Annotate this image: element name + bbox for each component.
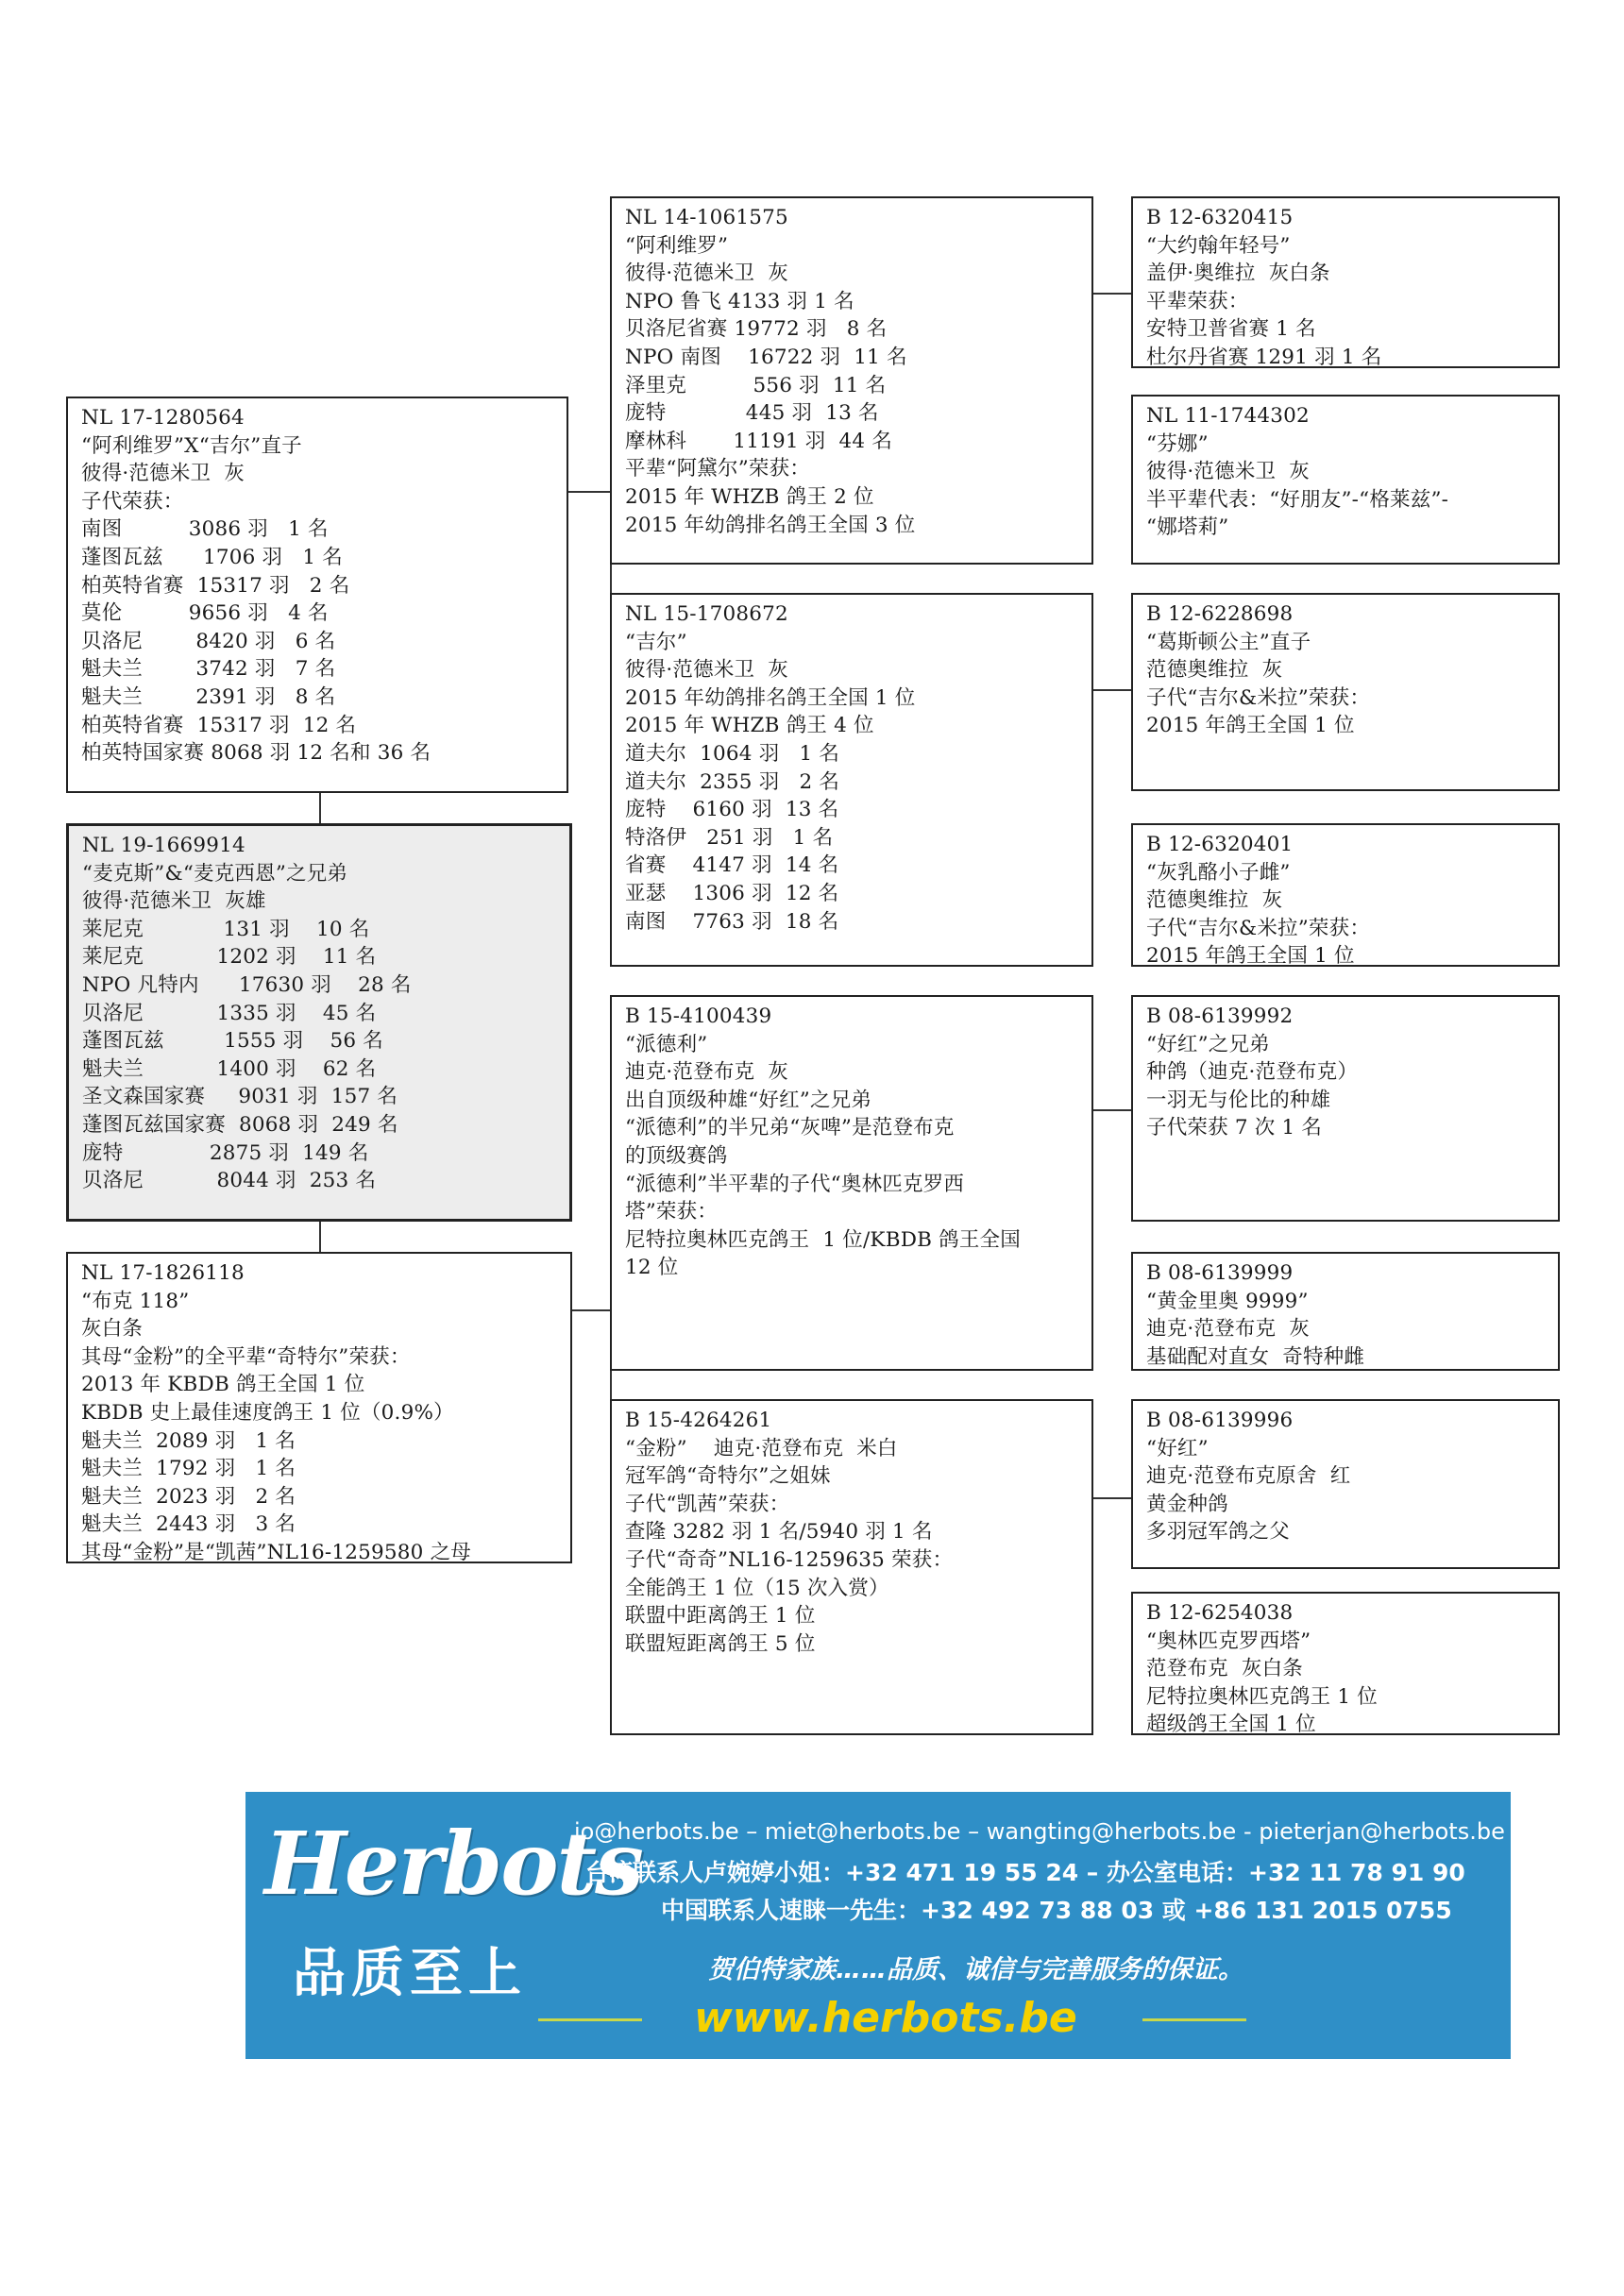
- pedigree-line: 柏英特省赛 15317 羽 12 名: [81, 713, 357, 737]
- banner-contact-china: 中国联系人速睐一先生：+32 492 73 88 03 或 +86 131 2015 0755: [661, 1897, 1452, 1924]
- pedigree-line: 多羽冠军鸽之父: [1146, 1520, 1290, 1545]
- pedigree-line: 亚瑟 1306 羽 12 名: [625, 881, 839, 905]
- pedigree-box-sire-sire: [610, 196, 1093, 565]
- connector: [1091, 1497, 1133, 1499]
- pedigree-box-ddd: [1131, 1592, 1560, 1735]
- ring-number: B 12-6320415: [1146, 206, 1294, 229]
- pedigree-box-dam-sire: [610, 995, 1093, 1371]
- pedigree-line: NPO 凡特内 17630 羽 28 名: [82, 972, 412, 997]
- decorative-line-right: [1142, 2018, 1246, 2021]
- ring-number: NL 17-1280564: [81, 406, 245, 430]
- pedigree-line: 的顶级赛鸽: [625, 1143, 728, 1168]
- pedigree-line: 其母“金粉”是“凯茜”NL16-1259580 之母: [81, 1540, 471, 1563]
- pedigree-line: 省赛 4147 羽 14 名: [625, 853, 839, 878]
- pedigree-line: 2015 年鸽王全国 1 位: [1146, 944, 1355, 967]
- banner-slogan: 品质至上: [293, 1943, 527, 2004]
- pedigree-line: 尼特拉奥林匹克鸽王 1 位: [1146, 1684, 1378, 1709]
- pedigree-line: 查隆 3282 羽 1 名/5940 羽 1 名: [625, 1520, 933, 1545]
- pedigree-line: 泽里克 556 羽 11 名: [625, 373, 887, 397]
- pedigree-line: 庞特 6160 羽 13 名: [625, 798, 839, 822]
- pedigree-line: 莫伦 9656 羽 4 名: [81, 601, 329, 626]
- pedigree-box-subject: [66, 823, 572, 1222]
- pedigree-line: 特洛伊 251 羽 1 名: [625, 825, 834, 850]
- pedigree-box-sire: [66, 397, 568, 793]
- ring-number: NL 17-1826118: [81, 1261, 245, 1285]
- decorative-line-left: [538, 2018, 642, 2021]
- pedigree-line: “黄金里奥 9999”: [1146, 1289, 1309, 1313]
- pedigree-line: 范登布克 灰白条: [1146, 1657, 1303, 1681]
- pedigree-box-sire-dam: [610, 593, 1093, 967]
- pedigree-line: 2015 年 WHZB 鸽王 2 位: [625, 484, 874, 509]
- pedigree-line: 灰白条: [81, 1317, 144, 1342]
- pedigree-line: 平辈荣获：: [1146, 289, 1249, 313]
- pedigree-line: 庞特 445 羽 13 名: [625, 401, 879, 426]
- pedigree-line: 贝洛尼 1335 羽 45 名: [82, 1001, 377, 1025]
- herbots-banner: [245, 1792, 1511, 2059]
- pedigree-line: 冠军鸽“奇特尔”之姐妹: [625, 1464, 831, 1489]
- connector: [1091, 1109, 1133, 1111]
- pedigree-line: 魁夫兰 1792 羽 1 名: [81, 1457, 296, 1481]
- pedigree-line: 彼得·范德米卫 灰: [1146, 460, 1311, 484]
- pedigree-line: 贝洛尼 8044 羽 253 名: [82, 1169, 377, 1193]
- pedigree-line: 莱尼克 131 羽 10 名: [82, 917, 370, 941]
- pedigree-line: 范德奥维拉 灰: [1146, 888, 1283, 913]
- pedigree-line: 南图 3086 羽 1 名: [81, 517, 329, 542]
- pedigree-line: 全能鸽王 1 位（15 次入赏）: [625, 1576, 889, 1600]
- pedigree-line: 半平辈代表：“好朋友”-“格莱兹”-: [1146, 487, 1449, 512]
- banner-tagline: 贺伯特家族……品质、诚信与完善服务的保证。: [708, 1955, 1243, 1984]
- pedigree-line: 道夫尔 1064 羽 1 名: [625, 741, 840, 766]
- pedigree-line: “大约翰年轻号”: [1146, 233, 1291, 258]
- pedigree-line: 超级鸽王全国 1 位: [1146, 1713, 1316, 1735]
- pedigree-line: NPO 鲁飞 4133 羽 1 名: [625, 289, 854, 313]
- pedigree-line: 一羽无与伦比的种雄: [1146, 1088, 1331, 1112]
- pedigree-line: “吉尔”: [625, 630, 687, 654]
- pedigree-box-dsd: [1131, 1252, 1560, 1371]
- pedigree-line: “好红”之兄弟: [1146, 1032, 1270, 1056]
- pedigree-line: 杜尔丹省赛 1291 羽 1 名: [1146, 345, 1382, 368]
- pedigree-line: “派德利”半平辈的子代“奥林匹克罗西: [625, 1172, 965, 1196]
- ring-number: NL 14-1061575: [625, 206, 788, 229]
- ring-number: NL 11-1744302: [1146, 404, 1310, 428]
- pedigree-line: 魁夫兰 3742 羽 7 名: [81, 657, 336, 682]
- pedigree-box-sss: [1131, 196, 1560, 368]
- pedigree-line: 安特卫普省赛 1 名: [1146, 317, 1316, 342]
- pedigree-line: 摩林科 11191 羽 44 名: [625, 429, 893, 453]
- pedigree-line: 2015 年幼鸽排名鸽王全国 1 位: [625, 685, 916, 710]
- pedigree-line: 贝洛尼 8420 羽 6 名: [81, 629, 336, 653]
- connector: [567, 491, 610, 493]
- banner-contact-taiwan: 台湾联系人卢婉婷小姐：+32 471 19 55 24 – 办公室电话：+32 11 78 91 90: [585, 1859, 1465, 1886]
- pedigree-line: 黄金种鸽: [1146, 1492, 1228, 1516]
- ring-number: NL 19-1669914: [82, 834, 245, 857]
- pedigree-line: “葛斯顿公主”直子: [1146, 630, 1311, 654]
- connector: [319, 1220, 321, 1254]
- pedigree-line: 柏英特省赛 15317 羽 2 名: [81, 573, 350, 598]
- website-link[interactable]: www.herbots.be: [694, 1994, 1077, 2042]
- pedigree-line: “芬娜”: [1146, 431, 1209, 456]
- pedigree-line: 庞特 2875 羽 149 名: [82, 1140, 369, 1165]
- pedigree-box-dss: [1131, 995, 1560, 1222]
- pedigree-line: 子代“吉尔&米拉”荣获：: [1146, 685, 1371, 710]
- pedigree-line: 平辈“阿黛尔”荣获：: [625, 457, 810, 481]
- pedigree-line: “派德利”的半兄弟“灰啤”是范登布克: [625, 1116, 955, 1140]
- connector: [1091, 293, 1133, 295]
- pedigree-line: “派德利”: [625, 1032, 708, 1056]
- pedigree-line: “阿利维罗”: [625, 233, 729, 258]
- pedigree-line: 南图 7763 羽 18 名: [625, 909, 839, 934]
- pedigree-line: 蓬图瓦兹 1555 羽 56 名: [82, 1029, 383, 1054]
- pedigree-line: 魁夫兰 2443 羽 3 名: [81, 1512, 296, 1537]
- pedigree-line: 贝洛尼省赛 19772 羽 8 名: [625, 317, 888, 342]
- pedigree-line: 迪克·范登布克 灰: [625, 1060, 789, 1085]
- pedigree-line: 盖伊·奥维拉 灰白条: [1146, 262, 1330, 286]
- pedigree-line: 联盟短距离鸽王 5 位: [625, 1631, 816, 1656]
- ring-number: B 15-4100439: [625, 1004, 772, 1028]
- pedigree-line: “好红”: [1146, 1436, 1209, 1460]
- pedigree-box-sds: [1131, 593, 1560, 791]
- pedigree-line: 种鸽（迪克·范登布克）: [1146, 1060, 1359, 1085]
- pedigree-line: “娜塔莉”: [1146, 515, 1229, 540]
- pedigree-line: “布克 118”: [81, 1289, 190, 1313]
- pedigree-box-sdd: [1131, 823, 1560, 967]
- ring-number: B 15-4264261: [625, 1409, 772, 1432]
- pedigree-line: 彼得·范德米卫 灰: [625, 658, 789, 683]
- pedigree-line: 范德奥维拉 灰: [1146, 658, 1283, 683]
- pedigree-line: “灰乳酪小子雌”: [1146, 860, 1291, 885]
- pedigree-line: 子代荣获 7 次 1 名: [1146, 1116, 1323, 1140]
- pedigree-line: 迪克·范登布克 灰: [1146, 1317, 1311, 1342]
- pedigree-line: 圣文森国家赛 9031 羽 157 名: [82, 1085, 398, 1109]
- pedigree-line: NPO 南图 16722 羽 11 名: [625, 345, 907, 369]
- pedigree-line: 联盟中距离鸽王 1 位: [625, 1604, 816, 1629]
- connector: [1091, 689, 1133, 691]
- ring-number: NL 15-1708672: [625, 602, 788, 626]
- pedigree-line: 子代“凯茜”荣获：: [625, 1492, 790, 1516]
- pedigree-line: 子代荣获：: [81, 489, 184, 514]
- connector: [319, 791, 321, 825]
- pedigree-line: 魁夫兰 2089 羽 1 名: [81, 1428, 296, 1453]
- pedigree-line: 魁夫兰 2023 羽 2 名: [81, 1484, 296, 1509]
- pedigree-line: 2015 年幼鸽排名鸽王全国 3 位: [625, 513, 916, 537]
- pedigree-line: 出自顶级种雄“好红”之兄弟: [625, 1088, 872, 1112]
- pedigree-box-dam: [66, 1252, 572, 1563]
- banner-emails[interactable]: jo@herbots.be – miet@herbots.be – wangting@herbots.be - pieterjan@herbots.be: [574, 1818, 1505, 1845]
- pedigree-line: “金粉” 迪克·范登布克 米白: [625, 1436, 898, 1460]
- pedigree-line: 迪克·范登布克原舍 红: [1146, 1464, 1351, 1489]
- pedigree-line: 柏英特国家赛 8068 羽 12 名和 36 名: [81, 741, 431, 766]
- pedigree-line: 12 位: [625, 1256, 679, 1280]
- pedigree-line: 尼特拉奥林匹克鸽王 1 位/KBDB 鸽王全国: [625, 1227, 1021, 1252]
- connector: [570, 1309, 610, 1311]
- pedigree-line: 魁夫兰 2391 羽 8 名: [81, 684, 336, 709]
- pedigree-line: 蓬图瓦兹 1706 羽 1 名: [81, 545, 343, 569]
- ring-number: B 08-6139992: [1146, 1004, 1294, 1028]
- pedigree-line: 其母“金粉”的全平辈“奇特尔”荣获：: [81, 1344, 411, 1369]
- pedigree-line: 莱尼克 1202 羽 11 名: [82, 945, 377, 970]
- pedigree-line: KBDB 史上最佳速度鸽王 1 位（0.9%）: [81, 1400, 454, 1425]
- ring-number: B 12-6320401: [1146, 833, 1294, 856]
- pedigree-line: “麦克斯”&“麦克西恩”之兄弟: [82, 861, 348, 886]
- pedigree-line: 2013 年 KBDB 鸽王全国 1 位: [81, 1373, 365, 1397]
- ring-number: B 08-6139996: [1146, 1409, 1294, 1432]
- ring-number: B 12-6228698: [1146, 602, 1294, 626]
- pedigree-box-dds: [1131, 1399, 1560, 1569]
- pedigree-box-ssd: [1131, 395, 1560, 565]
- pedigree-box-dam-dam: [610, 1399, 1093, 1735]
- pedigree-line: 2015 年鸽王全国 1 位: [1146, 714, 1355, 738]
- pedigree-line: 彼得·范德米卫 灰雄: [82, 889, 266, 914]
- ring-number: B 12-6254038: [1146, 1601, 1294, 1625]
- pedigree-line: 魁夫兰 1400 羽 62 名: [82, 1056, 377, 1081]
- pedigree-line: 彼得·范德米卫 灰: [81, 462, 245, 486]
- ring-number: B 08-6139999: [1146, 1261, 1294, 1285]
- pedigree-line: 蓬图瓦兹国家赛 8068 羽 249 名: [82, 1112, 398, 1137]
- pedigree-line: 道夫尔 2355 羽 2 名: [625, 769, 840, 794]
- pedigree-line: 2015 年 WHZB 鸽王 4 位: [625, 714, 874, 738]
- pedigree-line: 子代“奇奇”NL16-1259635 荣获：: [625, 1547, 954, 1572]
- pedigree-line: 彼得·范德米卫 灰: [625, 262, 789, 286]
- pedigree-line: 塔”荣获：: [625, 1200, 718, 1224]
- pedigree-line: 基础配对直女 奇特种雌: [1146, 1344, 1365, 1369]
- pedigree-line: 子代“吉尔&米拉”荣获：: [1146, 916, 1371, 940]
- herbots-logo: Herbots: [264, 1813, 642, 1915]
- pedigree-line: “奥林匹克罗西塔”: [1146, 1629, 1311, 1653]
- pedigree-line: “阿利维罗”X“吉尔”直子: [81, 433, 302, 458]
